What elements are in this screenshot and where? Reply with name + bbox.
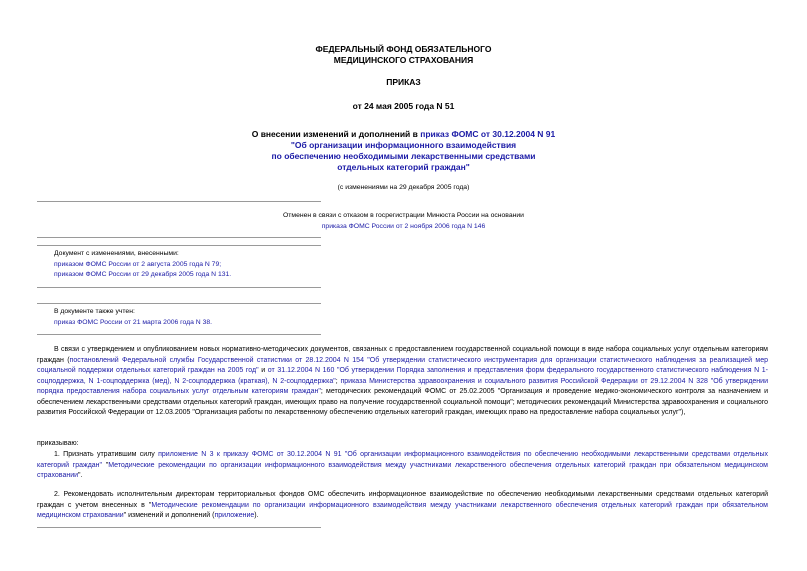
para1-link-2[interactable]: от 31.12.2004 N 160 "Об утверждении Порядка заполнения и представления форм федерального государственного статистического наблюдения N 1-соцподдержка, N 1-соцподдержка (мед), N 2-соцподдержка (краткая), N 2-соцподдержка" <box>37 367 768 385</box>
org-name <box>200 44 607 66</box>
item1-text-3: ". <box>78 472 83 479</box>
doc-date-number: от 24 мая 2005 года N 51 <box>352 101 455 111</box>
order-word: приказываю: <box>37 440 79 447</box>
title-ref-link[interactable]: приказ ФОМС от 30.12.2004 N 91 <box>420 129 556 139</box>
item2-text-3: ). <box>254 512 259 519</box>
title-prefix: О внесении изменений и дополнений в <box>251 129 421 139</box>
title-line3[interactable]: по обеспечению необходимыми лекарственными средствами <box>271 151 536 161</box>
item2-text-1: 2. Рекомендовать исполнительным директорам территориальных фондов ОМС обеспечить информационное взаимодействие по обеспечению необходимыми лекарственными средствами отдельных категорий граждан с учетом внесенных в " <box>37 491 768 509</box>
item1-link-2[interactable]: Методические рекомендации по организации информационного взаимодействия между участниками лекарственного обеспечения отдельных категорий граждан при обязательном медицинском страховании <box>37 461 768 479</box>
cancel-note-link[interactable]: приказа ФОМС России от 2 ноября 2006 года N 146 <box>321 222 486 230</box>
doc-title <box>150 129 657 173</box>
item2-link-1[interactable]: Методические рекомендации по организации информационного взаимодействия между участниками лекарственного обеспечения отдельных категорий граждан при обязательном медицинском страховании <box>37 501 768 519</box>
body-paragraph-1 <box>37 345 768 419</box>
title-line4[interactable]: отдельных категорий граждан" <box>337 162 470 172</box>
item1-link-1[interactable]: приложение N 3 к приказу ФОМС от 30.12.2004 N 91 "Об организации информационного взаимодействия по обеспечению необходимыми лекарственными средствами отдельных категорий граждан" <box>37 451 768 469</box>
also-box <box>54 307 354 328</box>
doc-type: ПРИКАЗ <box>386 77 421 87</box>
para1-text-4: ; методических рекомендаций ФОМС от 25.02.2005 "Организация и проведение медико-экономического контроля за назначением и обеспечением лекарственными средствами отдельных категорий граждан, имеющих право на получение государственной социальной помощи"; методических рекомендаций Министерства здравоохранения и социального развития Российской Федерации от 12.03.2005 "Организация работы по лекарственному обеспечению отдельных категорий граждан, имеющих право на предоставление набора социальных услуг"), <box>37 388 768 416</box>
body-item-1 <box>37 450 768 482</box>
divider <box>37 237 321 238</box>
item1-text-1: 1. Признать утратившим силу <box>54 451 159 458</box>
revision-note: (с изменениями на 29 декабря 2005 года) <box>337 184 470 191</box>
divider <box>37 287 321 288</box>
para1-text-3: ; <box>335 377 341 385</box>
changes-box <box>54 249 354 281</box>
org-name-line1: ФЕДЕРАЛЬНЫЙ ФОНД ОБЯЗАТЕЛЬНОГО <box>315 44 492 54</box>
divider <box>37 201 321 202</box>
title-line2[interactable]: "Об организации информационного взаимодействия <box>290 140 517 150</box>
title-line1 <box>150 129 657 140</box>
also-heading: В документе также учтен: <box>54 308 135 315</box>
divider <box>37 527 321 528</box>
para1-link-1[interactable]: постановлений Федеральной службы Государственной статистики от 28.12.2004 N 154 "Об утверждении статистического инструментария для организации статистического наблюдения за реализацией мер социальной поддержки отдельных категорий граждан на 2005 год" <box>37 356 768 374</box>
cancel-note <box>180 211 627 232</box>
changes-heading: Документ с изменениями, внесенными: <box>54 250 179 257</box>
changes-link-2[interactable]: приказом ФОМС России от 29 декабря 2005 года N 131. <box>54 271 232 278</box>
item2-link-2[interactable]: приложение <box>214 512 255 519</box>
divider <box>37 334 321 335</box>
also-link[interactable]: приказ ФОМС России от 21 марта 2006 года N 38. <box>54 318 213 326</box>
divider <box>37 303 321 304</box>
cancel-note-text: Отменен в связи с отказом в госрегистрации Минюста России на основании <box>283 212 524 219</box>
item2-text-2: " изменений и дополнений ( <box>123 512 215 519</box>
para1-text-1: В связи с утверждением и опубликованием новых нормативно-методических документов, связанных с предоставлением государственной социальной помощи в виде набора социальных услуг отдельным категориям граждан ( <box>37 346 768 364</box>
body-item-2 <box>37 490 768 522</box>
para1-link-3[interactable]: приказа Министерства здравоохранения и социального развития Российской Федерации от 29.12.2004 N 328 "Об утверждении порядка предоставления набора социальных услуг отдельным категориям граждан" <box>37 377 768 395</box>
divider <box>37 245 321 246</box>
changes-link-1[interactable]: приказом ФОМС России от 2 августа 2005 года N 79; <box>54 260 222 268</box>
org-name-line2: МЕДИЦИНСКОГО СТРАХОВАНИЯ <box>333 55 474 65</box>
item1-text-2: " <box>102 461 109 469</box>
para1-text-2: и <box>258 367 268 374</box>
